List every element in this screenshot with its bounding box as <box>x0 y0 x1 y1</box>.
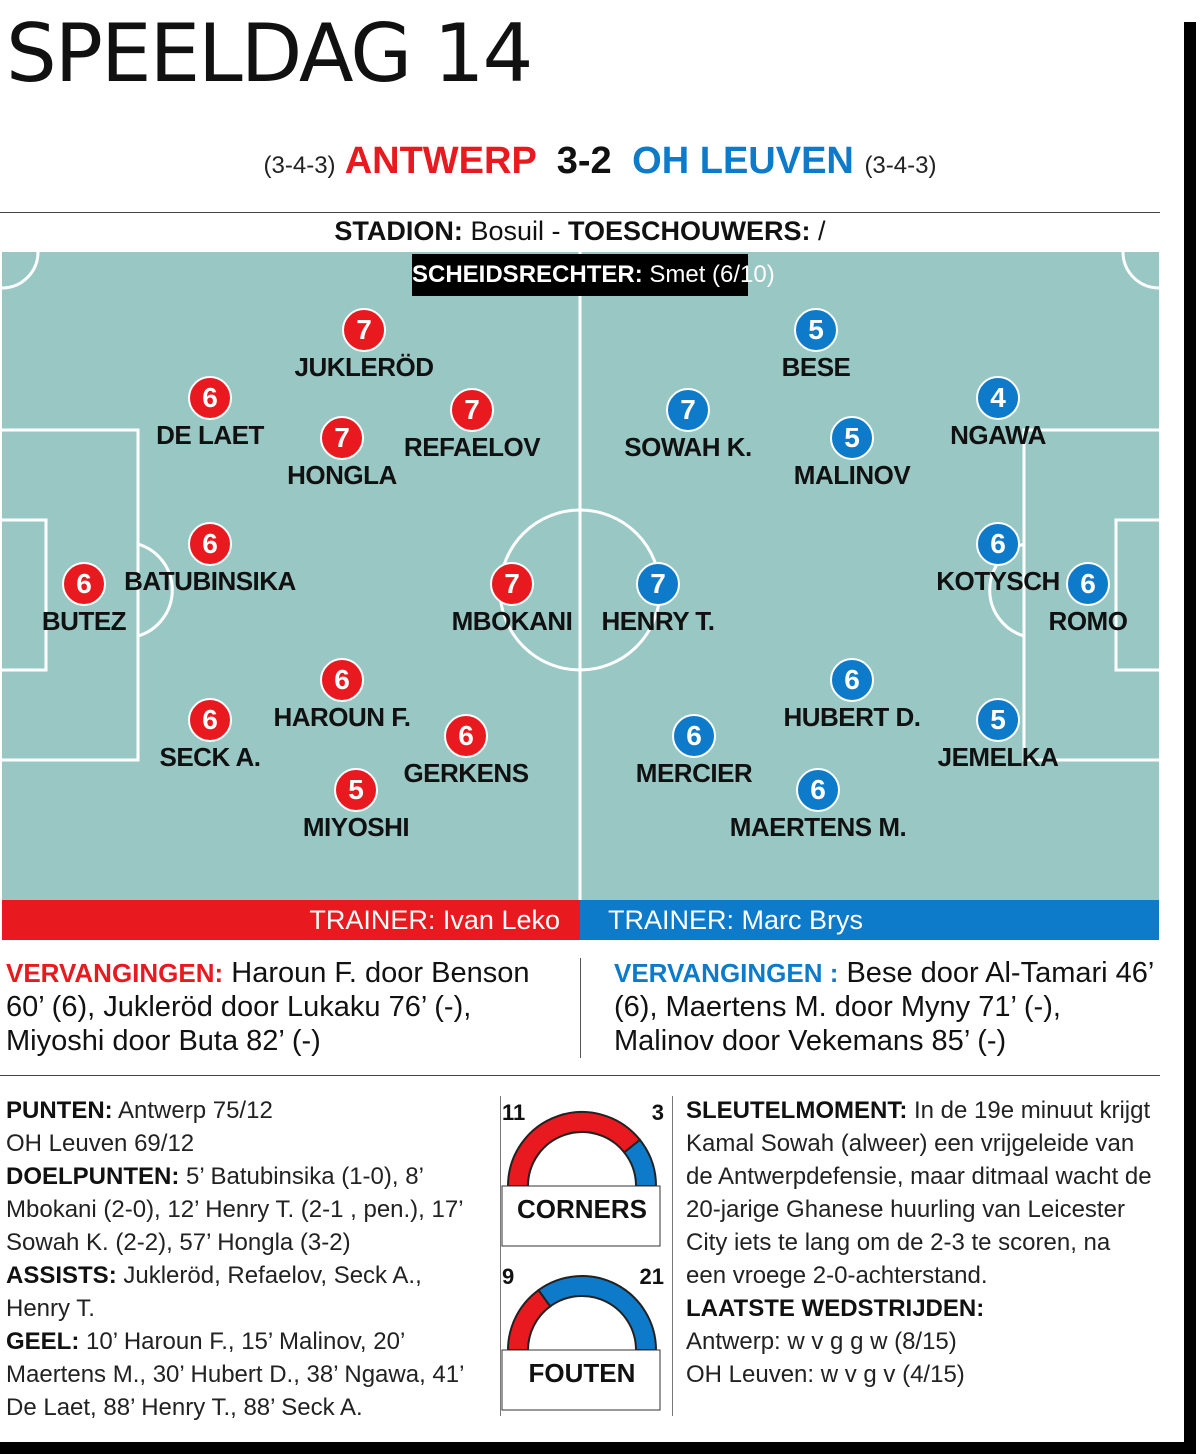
spectators-label: TOESCHOUWERS: <box>568 216 811 246</box>
rating-badge: 7 <box>636 562 680 606</box>
home-formation: (3-4-3) <box>263 152 336 179</box>
home-trainer-name: Ivan Leko <box>442 905 560 935</box>
key-column <box>686 1094 1156 1391</box>
player-name: DE LAET <box>156 420 264 450</box>
away-player <box>888 522 1108 597</box>
rating-badge: 7 <box>666 388 710 432</box>
player-name: NGAWA <box>950 420 1046 450</box>
player-name: MIYOSHI <box>302 812 410 842</box>
referee-label: SCHEIDSRECHTER: <box>412 261 643 288</box>
spectators-value: / <box>818 216 826 246</box>
rating-badge: 5 <box>976 698 1020 742</box>
pitch <box>2 252 1159 900</box>
player-name: GERKENS <box>403 758 529 788</box>
player-name: HENRY T. <box>601 606 715 636</box>
home-substitutions <box>6 956 562 1058</box>
stadium-info <box>0 216 1160 247</box>
recent-away: OH Leuven: w v g v (4/15) <box>686 1361 965 1388</box>
home-subs-text: Haroun F. door Benson 60’ (6), Jukleröd door Lukaku 76’ (-), Miyoshi door Buta 82’ (-) <box>6 957 530 1057</box>
stadium-label: STADION: <box>334 216 463 246</box>
away-subs-label: VERVANGINGEN : <box>614 958 839 988</box>
rating-badge: 7 <box>490 562 534 606</box>
home-player <box>100 522 320 597</box>
recent-home: Antwerp: w v g g w (8/15) <box>686 1328 957 1355</box>
rating-badge: 6 <box>62 562 106 606</box>
rating-badge: 6 <box>796 768 840 812</box>
rating-badge: 6 <box>320 658 364 702</box>
doelpunten-label: DOELPUNTEN: <box>6 1163 180 1190</box>
gauge-graphic <box>500 1098 672 1248</box>
away-player <box>578 388 798 463</box>
referee-name: Smet (6/10) <box>649 261 775 288</box>
page-title: SPEELDAG 14 <box>6 7 532 100</box>
home-player <box>246 768 466 843</box>
rating-badge: 6 <box>830 658 874 702</box>
player-name: ROMO <box>1048 606 1128 636</box>
player-name: SECK A. <box>159 742 261 772</box>
gauge-home-value: 11 <box>502 1100 526 1125</box>
home-player <box>362 388 582 463</box>
recent-matches-block <box>686 1292 1156 1391</box>
gauge-fouten <box>500 1262 672 1412</box>
rating-badge: 6 <box>188 698 232 742</box>
rating-badge: 6 <box>188 376 232 420</box>
rating-badge: 6 <box>672 714 716 758</box>
section-divider <box>0 1075 1160 1076</box>
punten-home: Antwerp 75/12 <box>118 1097 273 1124</box>
punten-block <box>6 1094 490 1160</box>
key-moment-label: SLEUTELMOMENT: <box>686 1097 908 1124</box>
referee-box <box>412 254 775 296</box>
player-name: MBOKANI <box>451 606 573 636</box>
player-name: KOTYSCH <box>936 566 1060 596</box>
rating-badge: 6 <box>976 522 1020 566</box>
rating-badge: 7 <box>342 308 386 352</box>
match-score: 3-2 <box>556 140 612 182</box>
home-team: ANTWERP <box>344 140 537 182</box>
player-name: BUTEZ <box>41 606 127 636</box>
home-subs-label: VERVANGINGEN: <box>6 958 224 988</box>
assists-label: ASSISTS: <box>6 1262 117 1289</box>
recent-matches-label: LAATSTE WEDSTRIJDEN: <box>686 1295 985 1322</box>
gauge-corners <box>500 1098 672 1248</box>
player-name: JEMELKA <box>937 742 1059 772</box>
scoreline <box>0 140 1200 183</box>
geel-text: 10’ Haroun F., 15’ Malinov, 20’ Maertens M., 30’ Hubert D., 38’ Ngawa, 41’ De Laet, 88’ Henry T., 88’ Seck A. <box>6 1328 464 1421</box>
punten-away: OH Leuven 69/12 <box>6 1130 195 1157</box>
stadium-name: Bosuil <box>470 216 544 246</box>
rating-badge: 7 <box>450 388 494 432</box>
away-trainer-bar <box>580 900 1159 940</box>
gauge-caption: CORNERS <box>516 1194 647 1224</box>
away-team: OH LEUVEN <box>632 140 854 182</box>
gauge-away-value: 3 <box>651 1100 664 1125</box>
gauge-right-divider <box>672 1096 673 1416</box>
home-share-arc <box>508 1112 640 1186</box>
player-name: HONGLA <box>287 460 397 490</box>
bottom-border <box>0 1442 1196 1454</box>
key-moment-text: In de 19e minuut krijgt Kamal Sowah (alweer) een vrijgeleide van de Antwerpdefensie, maar ditmaal wacht de 20-jarige Ghanese huurling van Leicester City iets te lang om de 2-3 te scoren, na een vroege 2-0-achterstand. <box>686 1097 1152 1289</box>
doelpunten-block <box>6 1160 490 1259</box>
home-trainer-bar <box>2 900 580 940</box>
away-subs-text: Bese door Al-Tamari 46’ (6), Maertens M. door Myny 71’ (-), Malinov door Vekemans 85’ (-) <box>614 957 1154 1057</box>
home-player <box>254 308 474 383</box>
away-share-arc <box>539 1276 656 1350</box>
away-player <box>708 768 928 843</box>
rating-badge: 5 <box>794 308 838 352</box>
player-name: REFAELOV <box>403 432 541 462</box>
punten-label: PUNTEN: <box>6 1097 113 1124</box>
key-moment-block <box>686 1094 1156 1292</box>
player-name: MALINOV <box>793 460 911 490</box>
gauge-caption: FOUTEN <box>528 1358 636 1388</box>
subs-divider <box>580 958 581 1058</box>
away-trainer-label: TRAINER: <box>608 905 735 935</box>
player-name: MAERTENS M. <box>729 812 907 842</box>
away-player <box>548 562 768 637</box>
rating-badge: 4 <box>976 376 1020 420</box>
player-name: MERCIER <box>635 758 753 788</box>
away-player <box>706 308 926 383</box>
header-divider <box>0 212 1160 213</box>
away-trainer-name: Marc Brys <box>741 905 864 935</box>
player-name: JUKLERÖD <box>294 352 434 382</box>
rating-badge: 6 <box>188 522 232 566</box>
geel-block <box>6 1325 490 1424</box>
rating-badge: 7 <box>320 416 364 460</box>
doelpunten-text: 5’ Batubinsika (1-0), 8’ Mbokani (2-0), 12’ Henry T. (2-1 , pen.), 17’ Sowah K. (2-2), 57’ Hongla (3-2) <box>6 1163 463 1256</box>
gauge-away-value: 21 <box>639 1264 664 1289</box>
rating-badge: 6 <box>1066 562 1110 606</box>
rating-badge: 5 <box>334 768 378 812</box>
rating-badge: 5 <box>830 416 874 460</box>
assists-block <box>6 1259 490 1325</box>
home-trainer-label: TRAINER: <box>309 905 436 935</box>
assists-text: Jukleröd, Refaelov, Seck A., Henry T. <box>6 1262 422 1322</box>
away-formation: (3-4-3) <box>864 152 937 179</box>
player-name: BESE <box>781 352 851 382</box>
player-name: BATUBINSIKA <box>124 566 296 596</box>
away-substitutions <box>614 956 1154 1058</box>
player-name: SOWAH K. <box>624 432 752 462</box>
separator: - <box>551 216 561 246</box>
rating-badge: 6 <box>444 714 488 758</box>
right-border <box>1184 22 1196 1454</box>
stats-column <box>6 1094 490 1424</box>
gauge-home-value: 9 <box>502 1264 515 1289</box>
geel-label: GEEL: <box>6 1328 80 1355</box>
player-name: HUBERT D. <box>783 702 921 732</box>
player-name: HAROUN F. <box>273 702 411 732</box>
